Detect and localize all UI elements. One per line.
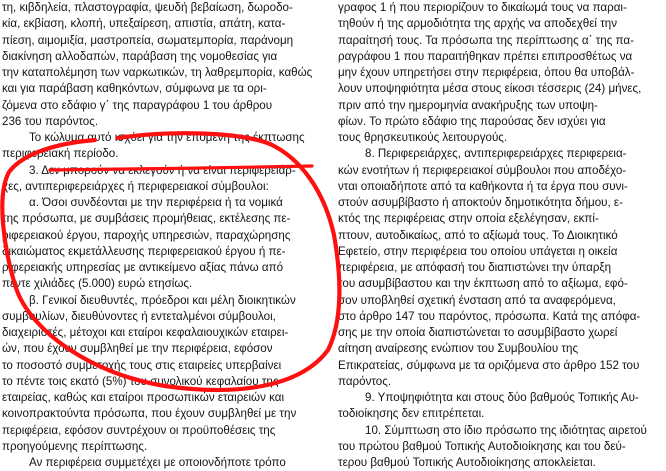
left_column-text-line: το πέντε τοις εκατό (5%) του συνολικού κεφαλαίου της: [2, 374, 279, 388]
right_column-text-line: στούν ασυμβίβαστο ή αποκτούν δημοτικότητα δήμου, ε-: [338, 196, 623, 209]
right_column-text-line: λουν υποψηφιότητα μέσα στους είκοσι τέσσερις (24) μήνες,: [338, 82, 642, 96]
right_column-text-line: πριν από την ημερομηνία ανακήρυξης των υποψη-: [338, 98, 598, 112]
right_column-text-line: Επικρατείας, σύμφωνα με τα οριζόμενα στο άρθρο 152 του: [338, 358, 640, 372]
left_column-text-line: ζόμενα στο εδάφιο γ΄ της παραγράφου 1 του άρθρου: [2, 98, 273, 112]
left_column-text-line: δικαιώματος εκμετάλλευσης περιφερειακού έργου ή πε-: [2, 244, 286, 258]
right_column-text-line: σον υποβληθεί σχετική ένσταση από τα αναφερόμενα,: [338, 293, 616, 307]
right_column-text-line: αίτηση αναίρεσης ενώπιον του Συμβουλίου της: [338, 342, 579, 356]
right_column-text-line: του ασυμβίβαστου και την έκπτωση από το αξίωμα, εφό-: [338, 277, 628, 291]
left_column-text-line: β. Γενικοί διευθυντές, πρόεδροι και μέλη διοικητικών: [29, 293, 296, 307]
right_column-text-line: ραγράφου 1 που παραιτήθηκαν πρέπει επιπροσθέτως να: [338, 49, 633, 63]
left_column-text-line: περιφερειακή περίοδο.: [2, 147, 119, 161]
right_column-text-line: νται οποιαδήποτε από τα καθήκοντα ή τα έργα που συνι-: [338, 179, 628, 193]
left_column-text-line: την καταπολέμηση των ναρκωτικών, τη λαθρεμπορία, καθώς: [2, 66, 313, 79]
left_column-text-line: ριφερειακής υπηρεσίας με αντικείμενο αξίας πάνω από: [2, 261, 284, 274]
left_column-text-line: ών, που έχουν συμβληθεί με την περιφέρεια, εφόσον: [2, 342, 273, 356]
right_column-text-line: 9. Υποψηφιότητα και στους δύο βαθμούς Τοπικής Αυ-: [365, 391, 639, 404]
right_column-text-line: τους θρησκευτικούς λειτουργούς.: [338, 131, 508, 144]
left_column-text-line: Αν περιφέρεια συμμετέχει με οποιονδήποτε τρόπο: [29, 456, 286, 469]
right_column-text-line: κών ενοτήτων ή περιφερειακοί σύμβουλοι που αποδέχο-: [338, 163, 627, 177]
left_column-text-line: το ποσοστό συμμετοχής τους στις εταιρείες υπερβαίνει: [2, 358, 282, 372]
right_column-text-line: φίων. Το πρώτο εδάφιο της παρούσας δεν ισχύει για: [338, 114, 606, 128]
right_column-text-line: τηθούν ή της αρμοδιότητα της αρχής να αποδεχθεί την: [338, 17, 618, 31]
left_column-text-line: συμβουλίων, διευθύνοντες ή εντεταλμένοι σύμβουλοι,: [2, 309, 276, 323]
left_column-text-line: Το κώλυμα αυτό ισχύει για την επόμενη της έκπτωσης: [29, 131, 305, 144]
left_column-text-line: χες, αντιπεριφερειάρχες ή περιφερειακοί σύμβουλοι:: [2, 179, 269, 193]
left_column-text-line: εταιρείας, καθώς και εταίροι προσωπικών εταιρειών και: [2, 391, 285, 404]
right_column-text-line: παραίτησή τους. Τα πρόσωπα της περίπτωσης α΄ της πα-: [338, 33, 634, 47]
right_column-text-line: 8. Περιφερειάρχες, αντιπεριφερειάρχες περιφερεια-: [365, 147, 627, 161]
right_column-text-line: παρόντος.: [338, 374, 392, 388]
right_column-text-line: σης με την οποία διαπιστώνεται το ασυμβίβαστο χωρεί: [338, 326, 618, 339]
right_column-text-line: πτουν, αυτοδικαίως, από το αξίωμά τους. Το Διοικητικό: [338, 228, 618, 242]
left_column-text-line: πίεση, αιμομιξία, μαστροπεία, σωματεμπορία, παράνομη: [2, 33, 294, 47]
left_column-text-line: διαχειριστές, μέτοχοι και εταίροι κεφαλαιουχικών εταιρει-: [2, 326, 289, 339]
left_column-text-line: κοινοπρακτούντα πρόσωπα, που έχουν συμβληθεί με την: [2, 407, 297, 421]
right_column-text-line: 10. Σύμπτωση στο ίδιο πρόσωπο της ιδιότητας αιρετού: [365, 423, 647, 437]
right_column-text-line: μην έχουν υπηρετήσει στην περιφέρεια, όπου θα υποβάλ-: [338, 66, 635, 79]
left_column-text-line: της πρόσωπα, με συμβάσεις προμήθειας, εκτέλεσης πε-: [2, 212, 291, 226]
right_column-text-line: Εφετείο, στην περιφέρεια του οποίου υπάγεται η οικεία: [338, 244, 618, 258]
right_column-text-line: του πρώτου βαθμού Τοπικής Αυτοδιοίκησης και του δεύ-: [338, 439, 626, 453]
left_column-text-line: 236 του παρόντος.: [2, 114, 99, 128]
left_column-text-line: διακίνηση αλλοδαπών, παράβαση της νομοθεσίας για: [2, 49, 278, 63]
right_column-text-line: περιφέρεια, με απόφασή του διαπιστώνει την ύπαρξη: [338, 261, 612, 274]
left_column-text-line: κία, εκβίαση, κλοπή, υπεξαίρεση, απιστία, απάτη, κατα-: [2, 17, 286, 31]
left_column-text-line: περιφέρεια, εφόσον συντρέχουν οι προϋποθέσεις της: [2, 423, 276, 437]
right_column-text-line: τερου βαθμού Τοπικής Αυτοδιοίκησης αποκλείεται.: [338, 456, 596, 469]
left_column-text-line: προηγούμενης περίπτωσης.: [2, 439, 148, 453]
left_column-text-line: και για παράβαση καθηκόντων, σύμφωνα με τα ορι-: [2, 82, 267, 96]
left_column-text-line: 3. Δεν μπορούν να εκλεγούν ή να είναι περιφερειάρ-: [29, 163, 296, 177]
left_column-text-line: ριφερειακού έργου, παροχής υπηρεσιών, παραχώρησης: [2, 228, 291, 242]
left_column-text-line: α. Όσοι συνδέονται με την περιφέρεια ή τα νομικά: [29, 196, 283, 209]
right-column: [338, 0, 666, 471]
left_column-text-line: τη, κιβδηλεία, πλαστογραφία, ψευδή βεβαίωση, δωροδο-: [2, 1, 293, 14]
right_column-text-line: κτός της περιφέρειας στην οποία εξελέγησαν, εκπί-: [338, 212, 599, 226]
left-column: [2, 0, 320, 471]
right_column-text-line: στο άρθρο 147 του παρόντος, πρόσωπα. Κατά της απόφα-: [338, 309, 641, 323]
right_column-text-line: τοδιοίκησης δεν επιτρέπεται.: [338, 407, 485, 421]
right_column-text-line: γραφος 1 ή που περιορίζουν το δικαίωμά τους να παραι-: [338, 1, 627, 14]
left_column-text-line: πέντε χιλιάδες (5.000) ευρώ ετησίως.: [2, 277, 193, 291]
